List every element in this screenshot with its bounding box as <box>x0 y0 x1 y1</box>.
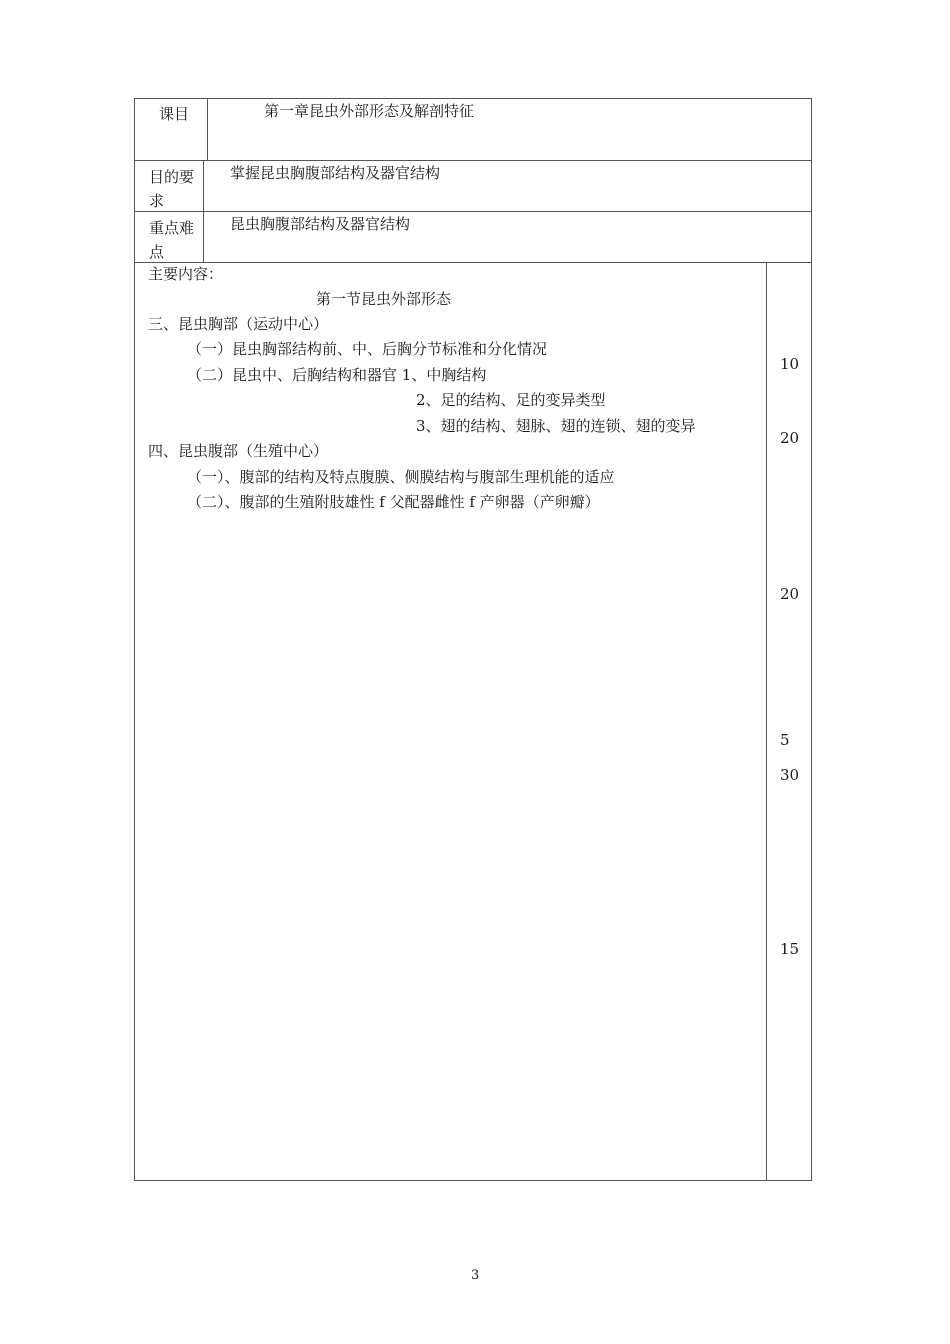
objective-value: 掌握昆虫胸腹部结构及器官结构 <box>230 164 441 182</box>
content-line: （一）、腹部的结构及特点腹膜、侧膜结构与腹部生理机能的适应 <box>187 468 615 486</box>
table-border-right <box>811 98 812 1181</box>
row-divider-2 <box>134 211 812 212</box>
label-divider-1 <box>207 98 208 161</box>
course-label: 课目 <box>159 105 190 123</box>
label-divider-2 <box>203 160 204 263</box>
minutes-value: 5 <box>780 731 790 749</box>
course-value: 第一章昆虫外部形态及解剖特征 <box>264 102 475 120</box>
content-line: （二）、腹部的生殖附肢雄性 f 父配器雌性 f 产卵器（产卵瓣） <box>187 493 600 511</box>
page-number: 3 <box>471 1268 480 1283</box>
content-line: 3、翅的结构、翅脉、翅的连锁、翅的变异 <box>416 417 696 435</box>
key-points-label-line2: 点 <box>149 243 165 261</box>
content-line: 四、昆虫腹部（生殖中心） <box>148 442 329 460</box>
table-border-top <box>134 98 812 99</box>
minutes-value: 20 <box>780 585 800 603</box>
minutes-value: 15 <box>780 940 800 958</box>
content-line: （一）昆虫胸部结构前、中、后胸分节标准和分化情况 <box>187 340 548 358</box>
objective-label-line1: 目的要 <box>149 168 195 186</box>
minutes-value: 20 <box>780 429 800 447</box>
section-title: 第一节昆虫外部形态 <box>316 290 452 308</box>
objective-label-line2: 求 <box>149 192 165 210</box>
table-border-left <box>134 98 135 1181</box>
table-border-bottom <box>134 1180 812 1181</box>
content-heading: 主要内容： <box>148 265 224 283</box>
row-divider-1 <box>134 160 812 161</box>
content-line: （二）昆虫中、后胸结构和器官 1、中胸结构 <box>187 366 487 384</box>
minutes-value: 10 <box>780 355 800 373</box>
row-divider-3 <box>134 262 812 263</box>
key-points-label-line1: 重点难 <box>149 219 195 237</box>
content-line: 2、足的结构、足的变异类型 <box>416 391 606 409</box>
key-points-value: 昆虫胸腹部结构及器官结构 <box>230 215 411 233</box>
minutes-value: 30 <box>780 766 800 784</box>
minutes-column-divider <box>766 262 767 1181</box>
content-line: 三、昆虫胸部（运动中心） <box>148 315 329 333</box>
